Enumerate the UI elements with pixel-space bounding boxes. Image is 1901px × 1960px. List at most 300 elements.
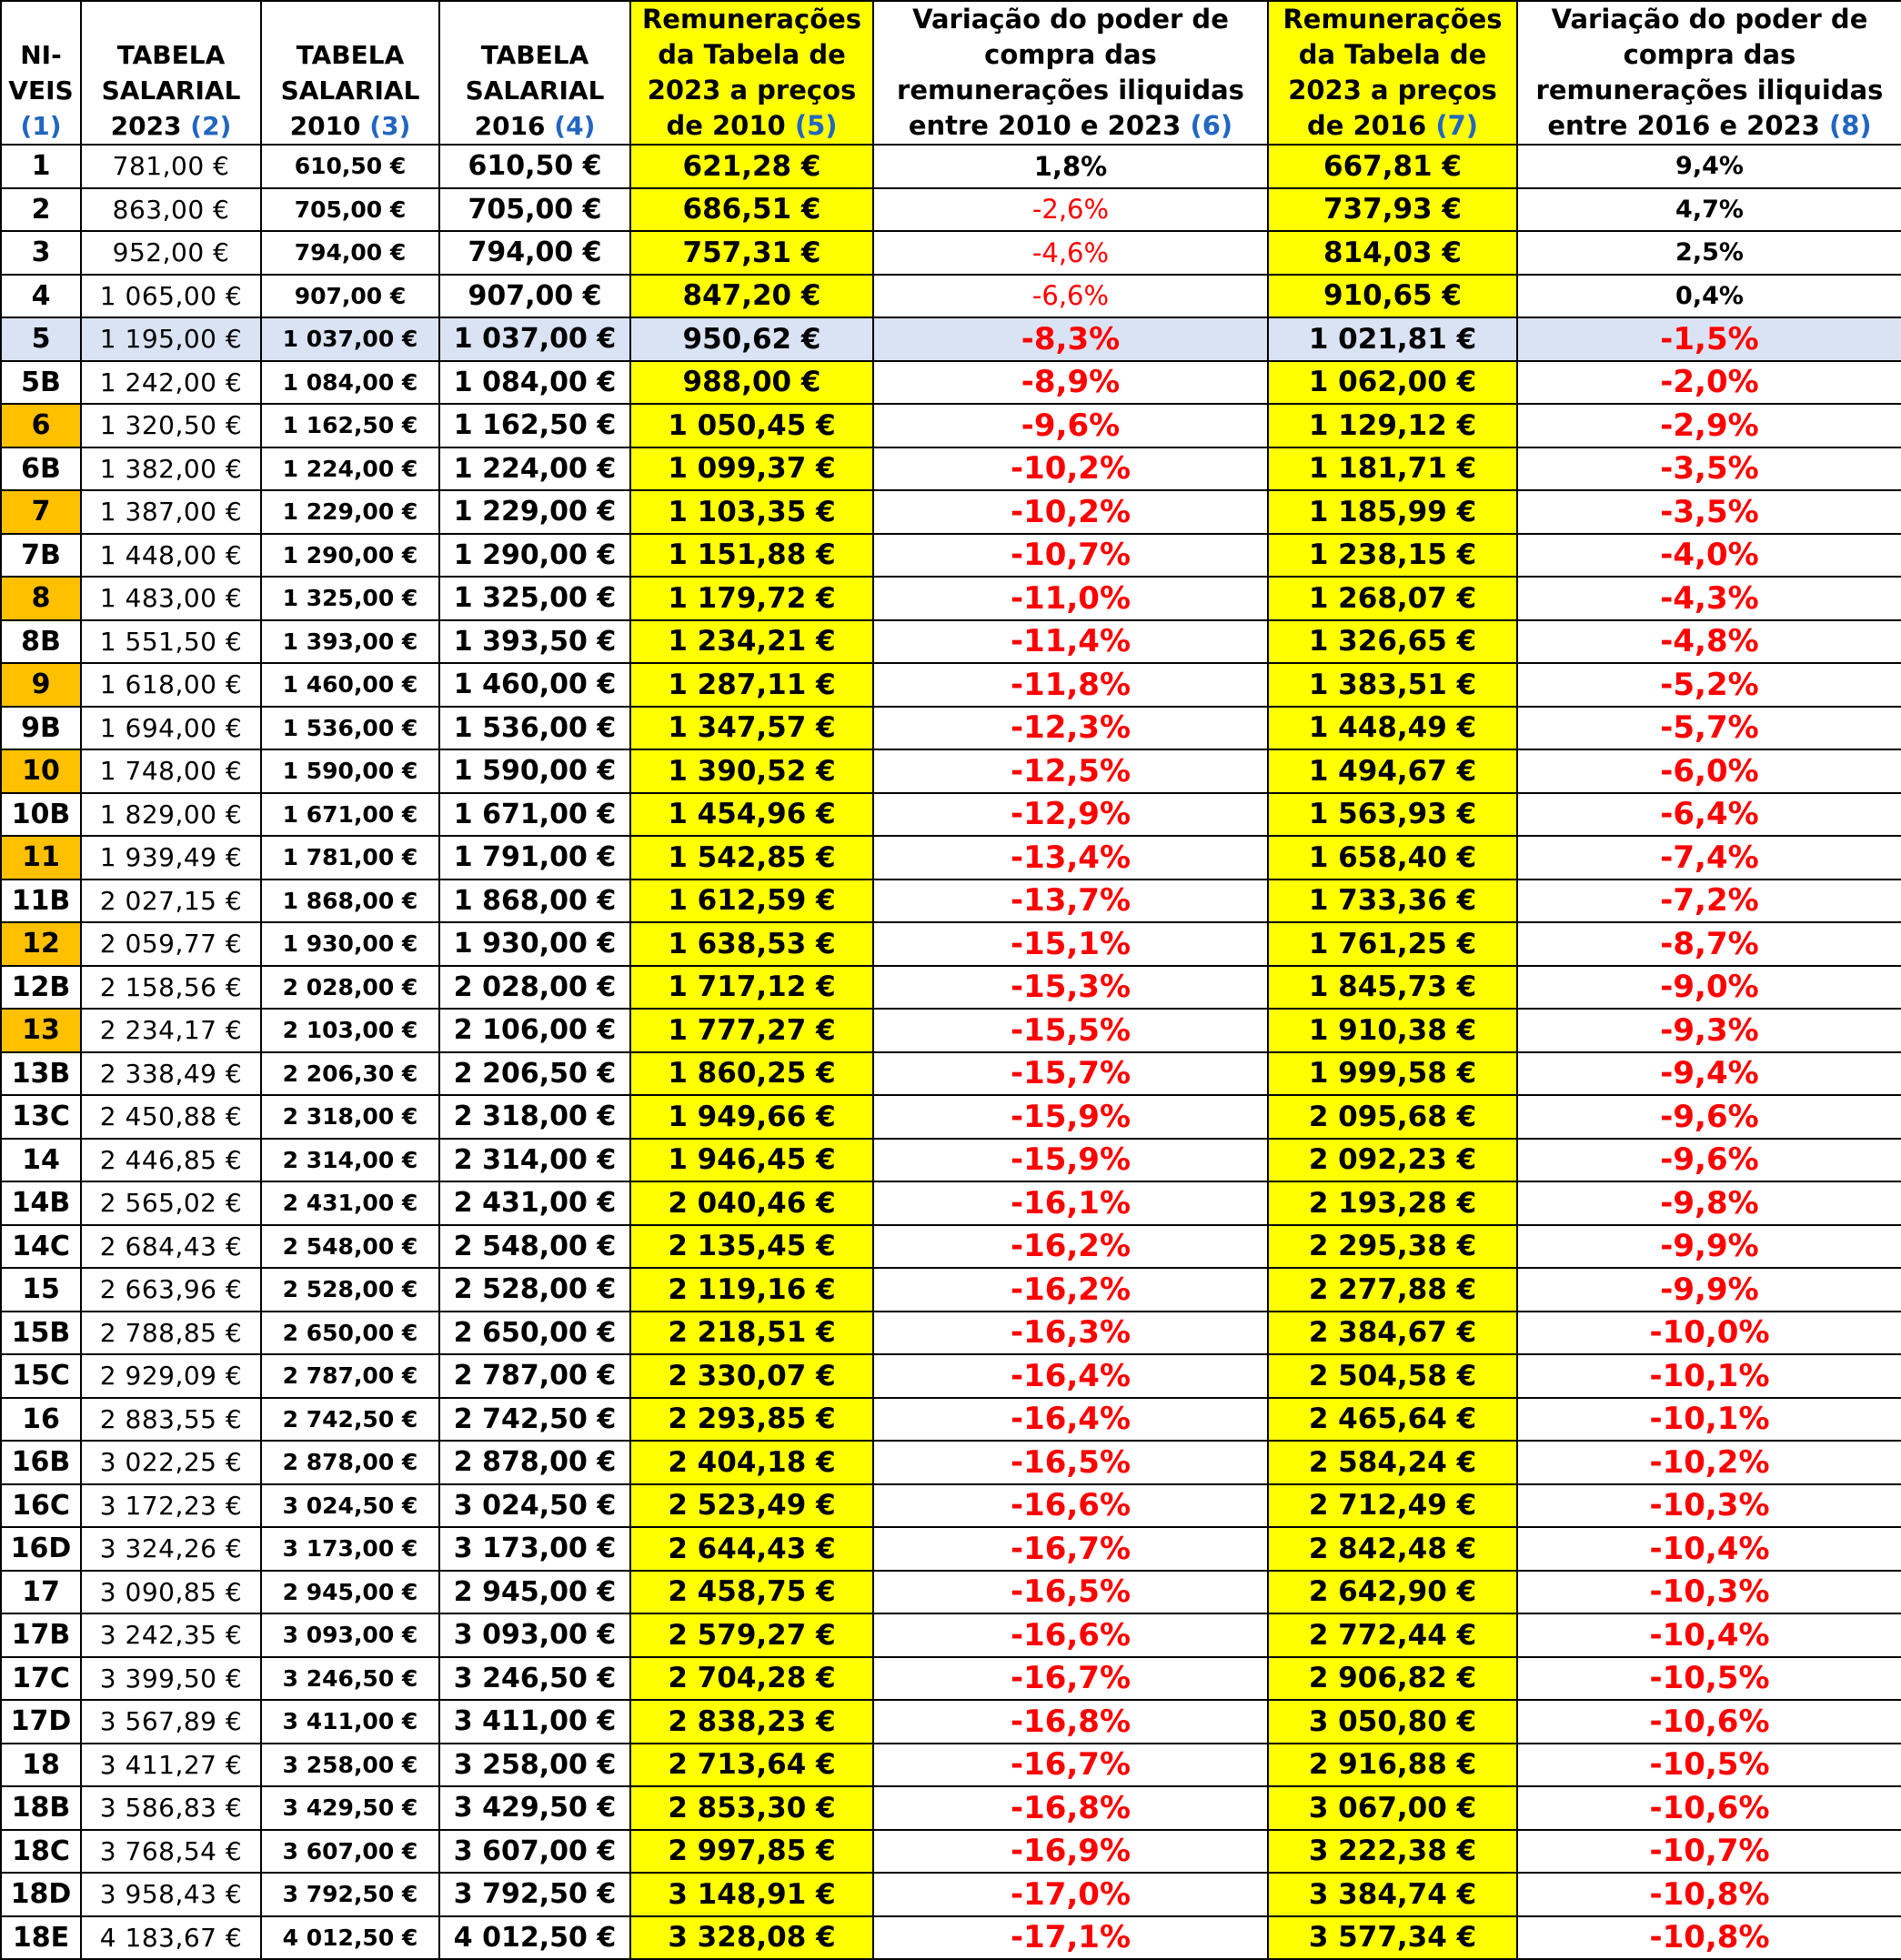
- variacao-2016-cell: -7,2%: [1517, 879, 1901, 923]
- variacao-2016-cell: -10,6%: [1517, 1700, 1901, 1744]
- variacao-2016-cell: 4,7%: [1517, 188, 1901, 232]
- table-row: [1, 275, 1901, 318]
- tabela-2010-cell: 2 528,00 €: [261, 1268, 439, 1312]
- variacao-2016-cell: 0,4%: [1517, 275, 1901, 318]
- remuneracoes-2016-cell: 1 383,51 €: [1268, 663, 1517, 707]
- table-row: [1, 966, 1901, 1010]
- remuneracoes-2016-cell: 1 181,71 €: [1268, 447, 1517, 491]
- variacao-2010-cell: -6,6%: [873, 275, 1268, 318]
- niveis-cell: 17B: [1, 1613, 81, 1657]
- remuneracoes-2010-cell: 1 454,96 €: [630, 793, 873, 837]
- remuneracoes-2016-cell: 910,65 €: [1268, 275, 1517, 318]
- niveis-cell: 11B: [1, 879, 81, 923]
- tabela-2010-cell: 4 012,50 €: [261, 1916, 439, 1960]
- tabela-2010-cell: 1 590,00 €: [261, 749, 439, 793]
- remuneracoes-2016-cell: 3 577,34 €: [1268, 1916, 1517, 1960]
- tabela-2010-cell: 3 607,00 €: [261, 1830, 439, 1874]
- tabela-2010-cell: 1 930,00 €: [261, 922, 439, 966]
- table-row: [1, 231, 1901, 275]
- table-row: [1, 793, 1901, 837]
- remuneracoes-2010-cell: 1 777,27 €: [630, 1009, 873, 1052]
- variacao-2016-cell: -9,8%: [1517, 1181, 1901, 1225]
- tabela-2010-cell: 3 173,00 €: [261, 1527, 439, 1571]
- remuneracoes-2016-cell: 1 563,93 €: [1268, 793, 1517, 837]
- tabela-2016-cell: 3 173,00 €: [439, 1527, 630, 1571]
- table-row: [1, 663, 1901, 707]
- table-row: [1, 1873, 1901, 1916]
- tabela-2010-cell: 1 868,00 €: [261, 879, 439, 923]
- tabela-2023-cell: 1 748,00 €: [81, 749, 261, 793]
- niveis-cell: 15B: [1, 1312, 81, 1355]
- tabela-2016-cell: 1 460,00 €: [439, 663, 630, 707]
- niveis-cell: 12B: [1, 966, 81, 1010]
- tabela-2010-cell: 3 792,50 €: [261, 1873, 439, 1916]
- variacao-2016-cell: -5,2%: [1517, 663, 1901, 707]
- variacao-2010-cell: -11,8%: [873, 663, 1268, 707]
- niveis-cell: 6B: [1, 447, 81, 491]
- variacao-2010-cell: -15,7%: [873, 1052, 1268, 1096]
- tabela-2023-cell: 2 158,56 €: [81, 966, 261, 1010]
- variacao-2010-cell: -16,8%: [873, 1700, 1268, 1744]
- table-row: [1, 1700, 1901, 1744]
- header-niveis: NI- VEIS (1): [1, 1, 81, 145]
- remuneracoes-2016-cell: 2 712,49 €: [1268, 1484, 1517, 1528]
- tabela-2023-cell: 2 059,77 €: [81, 922, 261, 966]
- table-row: [1, 1527, 1901, 1571]
- tabela-2023-cell: 1 483,00 €: [81, 577, 261, 620]
- remuneracoes-2016-cell: 2 906,82 €: [1268, 1657, 1517, 1701]
- tabela-2010-cell: 2 787,00 €: [261, 1354, 439, 1398]
- variacao-2016-cell: -9,0%: [1517, 966, 1901, 1010]
- table-row: [1, 1181, 1901, 1225]
- remuneracoes-2010-cell: 2 853,30 €: [630, 1786, 873, 1830]
- niveis-cell: 7B: [1, 534, 81, 578]
- remuneracoes-2016-cell: 1 658,40 €: [1268, 836, 1517, 879]
- variacao-2016-cell: -9,3%: [1517, 1009, 1901, 1052]
- tabela-2010-cell: 2 206,30 €: [261, 1052, 439, 1096]
- table-row: [1, 404, 1901, 447]
- variacao-2010-cell: -2,6%: [873, 188, 1268, 232]
- variacao-2016-cell: -8,7%: [1517, 922, 1901, 966]
- tabela-2023-cell: 3 399,50 €: [81, 1657, 261, 1701]
- remuneracoes-2016-cell: 814,03 €: [1268, 231, 1517, 275]
- table-row: [1, 620, 1901, 664]
- remuneracoes-2010-cell: 2 997,85 €: [630, 1830, 873, 1874]
- tabela-2023-cell: 1 065,00 €: [81, 275, 261, 318]
- remuneracoes-2010-cell: 1 234,21 €: [630, 620, 873, 664]
- tabela-2023-cell: 1 829,00 €: [81, 793, 261, 837]
- niveis-cell: 15C: [1, 1354, 81, 1398]
- niveis-cell: 9B: [1, 707, 81, 750]
- tabela-2016-cell: 1 671,00 €: [439, 793, 630, 837]
- remuneracoes-2010-cell: 2 119,16 €: [630, 1268, 873, 1312]
- tabela-2010-cell: 1 224,00 €: [261, 447, 439, 491]
- tabela-2010-cell: 1 290,00 €: [261, 534, 439, 578]
- remuneracoes-2016-cell: 3 384,74 €: [1268, 1873, 1517, 1916]
- variacao-2016-cell: -3,5%: [1517, 447, 1901, 491]
- niveis-cell: 8B: [1, 620, 81, 664]
- niveis-cell: 15: [1, 1268, 81, 1312]
- tabela-2016-cell: 1 162,50 €: [439, 404, 630, 447]
- niveis-cell: 11: [1, 836, 81, 879]
- remuneracoes-2016-cell: 1 733,36 €: [1268, 879, 1517, 923]
- remuneracoes-2016-cell: 1 494,67 €: [1268, 749, 1517, 793]
- tabela-2016-cell: 794,00 €: [439, 231, 630, 275]
- variacao-2016-cell: -2,0%: [1517, 361, 1901, 405]
- niveis-cell: 17D: [1, 1700, 81, 1744]
- variacao-2010-cell: -16,4%: [873, 1398, 1268, 1442]
- table-row: [1, 879, 1901, 923]
- remuneracoes-2010-cell: 1 050,45 €: [630, 404, 873, 447]
- niveis-cell: 13B: [1, 1052, 81, 1096]
- tabela-2010-cell: 705,00 €: [261, 188, 439, 232]
- table-row: [1, 1268, 1901, 1312]
- niveis-cell: 8: [1, 577, 81, 620]
- table-row: [1, 1484, 1901, 1528]
- variacao-2016-cell: -10,7%: [1517, 1830, 1901, 1874]
- variacao-2016-cell: -10,4%: [1517, 1527, 1901, 1571]
- remuneracoes-2016-cell: 2 772,44 €: [1268, 1613, 1517, 1657]
- remuneracoes-2016-cell: 2 277,88 €: [1268, 1268, 1517, 1312]
- tabela-2016-cell: 610,50 €: [439, 145, 630, 188]
- remuneracoes-2016-cell: 1 761,25 €: [1268, 922, 1517, 966]
- tabela-2016-cell: 3 411,00 €: [439, 1700, 630, 1744]
- variacao-2010-cell: -11,4%: [873, 620, 1268, 664]
- tabela-2023-cell: 863,00 €: [81, 188, 261, 232]
- variacao-2010-cell: -16,1%: [873, 1181, 1268, 1225]
- tabela-2016-cell: 2 106,00 €: [439, 1009, 630, 1052]
- variacao-2016-cell: -10,2%: [1517, 1441, 1901, 1484]
- tabela-2023-cell: 3 172,23 €: [81, 1484, 261, 1528]
- remuneracoes-2010-cell: 1 638,53 €: [630, 922, 873, 966]
- header-tabela-2016: TABELA SALARIAL 2016 (4): [439, 1, 630, 145]
- variacao-2010-cell: -12,5%: [873, 749, 1268, 793]
- table-row: [1, 1744, 1901, 1787]
- tabela-2016-cell: 3 024,50 €: [439, 1484, 630, 1528]
- niveis-cell: 1: [1, 145, 81, 188]
- variacao-2016-cell: -10,8%: [1517, 1916, 1901, 1960]
- variacao-2010-cell: -12,3%: [873, 707, 1268, 750]
- variacao-2010-cell: -16,4%: [873, 1354, 1268, 1398]
- tabela-2023-cell: 3 411,27 €: [81, 1744, 261, 1787]
- tabela-2010-cell: 2 650,00 €: [261, 1312, 439, 1355]
- variacao-2016-cell: -4,8%: [1517, 620, 1901, 664]
- variacao-2010-cell: -17,0%: [873, 1873, 1268, 1916]
- tabela-2023-cell: 2 446,85 €: [81, 1139, 261, 1182]
- remuneracoes-2016-cell: 2 584,24 €: [1268, 1441, 1517, 1484]
- tabela-2016-cell: 2 787,00 €: [439, 1354, 630, 1398]
- table-row: [1, 447, 1901, 491]
- tabela-2016-cell: 1 930,00 €: [439, 922, 630, 966]
- remuneracoes-2010-cell: 1 390,52 €: [630, 749, 873, 793]
- tabela-2010-cell: 1 037,00 €: [261, 317, 439, 361]
- tabela-2016-cell: 3 607,00 €: [439, 1830, 630, 1874]
- tabela-2010-cell: 1 460,00 €: [261, 663, 439, 707]
- tabela-2010-cell: 1 393,00 €: [261, 620, 439, 664]
- tabela-2023-cell: 2 027,15 €: [81, 879, 261, 923]
- tabela-2023-cell: 1 618,00 €: [81, 663, 261, 707]
- variacao-2016-cell: -9,4%: [1517, 1052, 1901, 1096]
- tabela-2016-cell: 2 528,00 €: [439, 1268, 630, 1312]
- tabela-2016-cell: 3 429,50 €: [439, 1786, 630, 1830]
- variacao-2016-cell: 2,5%: [1517, 231, 1901, 275]
- table-row: [1, 317, 1901, 361]
- table-row: [1, 1312, 1901, 1355]
- tabela-2010-cell: 2 548,00 €: [261, 1225, 439, 1269]
- niveis-cell: 17: [1, 1571, 81, 1614]
- variacao-2016-cell: -10,4%: [1517, 1613, 1901, 1657]
- table-row: [1, 749, 1901, 793]
- header-tabela-2023: TABELA SALARIAL 2023 (2): [81, 1, 261, 145]
- header-row: [1, 1, 1901, 145]
- tabela-2016-cell: 1 290,00 €: [439, 534, 630, 578]
- remuneracoes-2016-cell: 2 842,48 €: [1268, 1527, 1517, 1571]
- remuneracoes-2016-cell: 2 295,38 €: [1268, 1225, 1517, 1269]
- tabela-2023-cell: 2 663,96 €: [81, 1268, 261, 1312]
- variacao-2010-cell: -15,1%: [873, 922, 1268, 966]
- remuneracoes-2010-cell: 1 287,11 €: [630, 663, 873, 707]
- variacao-2010-cell: -12,9%: [873, 793, 1268, 837]
- remuneracoes-2016-cell: 1 268,07 €: [1268, 577, 1517, 620]
- variacao-2010-cell: -13,4%: [873, 836, 1268, 879]
- niveis-cell: 9: [1, 663, 81, 707]
- variacao-2010-cell: -16,2%: [873, 1268, 1268, 1312]
- table-row: [1, 534, 1901, 578]
- tabela-2023-cell: 952,00 €: [81, 231, 261, 275]
- variacao-2010-cell: -16,5%: [873, 1441, 1268, 1484]
- tabela-2023-cell: 1 387,00 €: [81, 490, 261, 534]
- variacao-2016-cell: -4,3%: [1517, 577, 1901, 620]
- remuneracoes-2010-cell: 621,28 €: [630, 145, 873, 188]
- tabela-2010-cell: 3 024,50 €: [261, 1484, 439, 1528]
- tabela-2023-cell: 3 022,25 €: [81, 1441, 261, 1484]
- niveis-cell: 5: [1, 317, 81, 361]
- tabela-2016-cell: 1 590,00 €: [439, 749, 630, 793]
- niveis-cell: 16D: [1, 1527, 81, 1571]
- remuneracoes-2010-cell: 2 644,43 €: [630, 1527, 873, 1571]
- niveis-cell: 14B: [1, 1181, 81, 1225]
- tabela-2016-cell: 2 945,00 €: [439, 1571, 630, 1614]
- variacao-2010-cell: -11,0%: [873, 577, 1268, 620]
- remuneracoes-2016-cell: 2 193,28 €: [1268, 1181, 1517, 1225]
- remuneracoes-2010-cell: 2 838,23 €: [630, 1700, 873, 1744]
- table-row: [1, 577, 1901, 620]
- variacao-2010-cell: -15,9%: [873, 1139, 1268, 1182]
- table-row: [1, 1916, 1901, 1960]
- tabela-2010-cell: 3 429,50 €: [261, 1786, 439, 1830]
- niveis-cell: 3: [1, 231, 81, 275]
- remuneracoes-2010-cell: 1 179,72 €: [630, 577, 873, 620]
- variacao-2016-cell: -7,4%: [1517, 836, 1901, 879]
- tabela-2016-cell: 1 791,00 €: [439, 836, 630, 879]
- remuneracoes-2010-cell: 3 328,08 €: [630, 1916, 873, 1960]
- remuneracoes-2010-cell: 1 612,59 €: [630, 879, 873, 923]
- variacao-2010-cell: -10,2%: [873, 447, 1268, 491]
- remuneracoes-2010-cell: 2 330,07 €: [630, 1354, 873, 1398]
- niveis-cell: 17C: [1, 1657, 81, 1701]
- remuneracoes-2016-cell: 1 326,65 €: [1268, 620, 1517, 664]
- remuneracoes-2010-cell: 757,31 €: [630, 231, 873, 275]
- header-remuneracoes-2010: Remunerações da Tabela de 2023 a preços de 2010 (5): [630, 1, 873, 145]
- niveis-cell: 6: [1, 404, 81, 447]
- table-row: [1, 1009, 1901, 1052]
- remuneracoes-2010-cell: 1 099,37 €: [630, 447, 873, 491]
- variacao-2010-cell: -16,7%: [873, 1527, 1268, 1571]
- variacao-2010-cell: -15,9%: [873, 1095, 1268, 1139]
- table-row: [1, 1225, 1901, 1269]
- niveis-cell: 12: [1, 922, 81, 966]
- table-row: [1, 1398, 1901, 1442]
- variacao-2010-cell: -17,1%: [873, 1916, 1268, 1960]
- tabela-2016-cell: 1 536,00 €: [439, 707, 630, 750]
- niveis-cell: 16B: [1, 1441, 81, 1484]
- variacao-2010-cell: -4,6%: [873, 231, 1268, 275]
- tabela-2016-cell: 2 314,00 €: [439, 1139, 630, 1182]
- tabela-2010-cell: 1 325,00 €: [261, 577, 439, 620]
- variacao-2010-cell: -9,6%: [873, 404, 1268, 447]
- table-row: [1, 922, 1901, 966]
- remuneracoes-2010-cell: 1 717,12 €: [630, 966, 873, 1010]
- tabela-2023-cell: 1 382,00 €: [81, 447, 261, 491]
- variacao-2016-cell: -10,1%: [1517, 1354, 1901, 1398]
- niveis-cell: 18C: [1, 1830, 81, 1874]
- tabela-2023-cell: 1 242,00 €: [81, 361, 261, 405]
- variacao-2016-cell: -9,6%: [1517, 1095, 1901, 1139]
- variacao-2016-cell: -6,0%: [1517, 749, 1901, 793]
- niveis-cell: 13C: [1, 1095, 81, 1139]
- table-row: [1, 1354, 1901, 1398]
- variacao-2010-cell: -10,2%: [873, 490, 1268, 534]
- tabela-2016-cell: 1 224,00 €: [439, 447, 630, 491]
- remuneracoes-2016-cell: 1 185,99 €: [1268, 490, 1517, 534]
- tabela-2023-cell: 1 195,00 €: [81, 317, 261, 361]
- variacao-2010-cell: -16,8%: [873, 1786, 1268, 1830]
- header-tabela-2010: TABELA SALARIAL 2010 (3): [261, 1, 439, 145]
- remuneracoes-2016-cell: 2 504,58 €: [1268, 1354, 1517, 1398]
- niveis-cell: 13: [1, 1009, 81, 1052]
- variacao-2010-cell: -15,5%: [873, 1009, 1268, 1052]
- variacao-2016-cell: -10,8%: [1517, 1873, 1901, 1916]
- tabela-2016-cell: 2 431,00 €: [439, 1181, 630, 1225]
- niveis-cell: 5B: [1, 361, 81, 405]
- remuneracoes-2016-cell: 2 916,88 €: [1268, 1744, 1517, 1787]
- remuneracoes-2016-cell: 3 050,80 €: [1268, 1700, 1517, 1744]
- niveis-cell: 18: [1, 1744, 81, 1787]
- table-row: [1, 1139, 1901, 1182]
- tabela-2016-cell: 2 028,00 €: [439, 966, 630, 1010]
- variacao-2010-cell: -16,6%: [873, 1484, 1268, 1528]
- variacao-2010-cell: -16,3%: [873, 1312, 1268, 1355]
- tabela-2016-cell: 1 868,00 €: [439, 879, 630, 923]
- remuneracoes-2010-cell: 2 458,75 €: [630, 1571, 873, 1614]
- table-body: [1, 145, 1901, 1959]
- niveis-cell: 10: [1, 749, 81, 793]
- remuneracoes-2016-cell: 1 129,12 €: [1268, 404, 1517, 447]
- variacao-2016-cell: -10,5%: [1517, 1744, 1901, 1787]
- remuneracoes-2010-cell: 2 040,46 €: [630, 1181, 873, 1225]
- tabela-2023-cell: 2 684,43 €: [81, 1225, 261, 1269]
- tabela-2010-cell: 2 028,00 €: [261, 966, 439, 1010]
- remuneracoes-2016-cell: 1 448,49 €: [1268, 707, 1517, 750]
- variacao-2016-cell: -10,3%: [1517, 1484, 1901, 1528]
- tabela-2010-cell: 2 945,00 €: [261, 1571, 439, 1614]
- remuneracoes-2010-cell: 2 704,28 €: [630, 1657, 873, 1701]
- niveis-cell: 16: [1, 1398, 81, 1442]
- table-row: [1, 145, 1901, 188]
- tabela-2023-cell: 3 586,83 €: [81, 1786, 261, 1830]
- remuneracoes-2010-cell: 950,62 €: [630, 317, 873, 361]
- tabela-2016-cell: 2 318,00 €: [439, 1095, 630, 1139]
- table-row: [1, 836, 1901, 879]
- tabela-2023-cell: 2 929,09 €: [81, 1354, 261, 1398]
- tabela-2010-cell: 2 431,00 €: [261, 1181, 439, 1225]
- remuneracoes-2016-cell: 2 642,90 €: [1268, 1571, 1517, 1614]
- tabela-2023-cell: 3 958,43 €: [81, 1873, 261, 1916]
- table-row: [1, 1613, 1901, 1657]
- remuneracoes-2016-cell: 1 845,73 €: [1268, 966, 1517, 1010]
- tabela-2010-cell: 2 878,00 €: [261, 1441, 439, 1484]
- table-row: [1, 361, 1901, 405]
- remuneracoes-2016-cell: 3 222,38 €: [1268, 1830, 1517, 1874]
- variacao-2016-cell: -3,5%: [1517, 490, 1901, 534]
- remuneracoes-2016-cell: 667,81 €: [1268, 145, 1517, 188]
- table-row: [1, 1095, 1901, 1139]
- tabela-2023-cell: 781,00 €: [81, 145, 261, 188]
- remuneracoes-2010-cell: 1 151,88 €: [630, 534, 873, 578]
- variacao-2010-cell: 1,8%: [873, 145, 1268, 188]
- variacao-2016-cell: 9,4%: [1517, 145, 1901, 188]
- tabela-2010-cell: 2 318,00 €: [261, 1095, 439, 1139]
- niveis-cell: 7: [1, 490, 81, 534]
- niveis-cell: 4: [1, 275, 81, 318]
- tabela-2016-cell: 2 548,00 €: [439, 1225, 630, 1269]
- tabela-2023-cell: 1 551,50 €: [81, 620, 261, 664]
- tabela-2023-cell: 3 090,85 €: [81, 1571, 261, 1614]
- tabela-2016-cell: 1 037,00 €: [439, 317, 630, 361]
- table-row: [1, 188, 1901, 232]
- tabela-2010-cell: 3 258,00 €: [261, 1744, 439, 1787]
- tabela-2016-cell: 2 650,00 €: [439, 1312, 630, 1355]
- remuneracoes-2010-cell: 686,51 €: [630, 188, 873, 232]
- remuneracoes-2010-cell: 2 579,27 €: [630, 1613, 873, 1657]
- table-row: [1, 490, 1901, 534]
- tabela-2010-cell: 1 229,00 €: [261, 490, 439, 534]
- tabela-2016-cell: 3 093,00 €: [439, 1613, 630, 1657]
- header-variacao-2016: Variação do poder de compra das remunerações iliquidas entre 2016 e 2023 (8): [1517, 1, 1901, 145]
- variacao-2016-cell: -10,1%: [1517, 1398, 1901, 1442]
- remuneracoes-2010-cell: 2 293,85 €: [630, 1398, 873, 1442]
- variacao-2016-cell: -10,0%: [1517, 1312, 1901, 1355]
- remuneracoes-2010-cell: 2 404,18 €: [630, 1441, 873, 1484]
- header-remuneracoes-2016: Remunerações da Tabela de 2023 a preços de 2016 (7): [1268, 1, 1517, 145]
- variacao-2010-cell: -16,6%: [873, 1613, 1268, 1657]
- tabela-2016-cell: 2 206,50 €: [439, 1052, 630, 1096]
- tabela-2016-cell: 1 229,00 €: [439, 490, 630, 534]
- variacao-2016-cell: -9,9%: [1517, 1268, 1901, 1312]
- variacao-2016-cell: -5,7%: [1517, 707, 1901, 750]
- variacao-2016-cell: -1,5%: [1517, 317, 1901, 361]
- remuneracoes-2016-cell: 1 999,58 €: [1268, 1052, 1517, 1096]
- tabela-2023-cell: 3 242,35 €: [81, 1613, 261, 1657]
- tabela-2010-cell: 907,00 €: [261, 275, 439, 318]
- tabela-2023-cell: 1 320,50 €: [81, 404, 261, 447]
- niveis-cell: 18E: [1, 1916, 81, 1960]
- remuneracoes-2016-cell: 2 384,67 €: [1268, 1312, 1517, 1355]
- table-row: [1, 707, 1901, 750]
- tabela-2023-cell: 1 448,00 €: [81, 534, 261, 578]
- tabela-2010-cell: 1 084,00 €: [261, 361, 439, 405]
- tabela-2023-cell: 2 234,17 €: [81, 1009, 261, 1052]
